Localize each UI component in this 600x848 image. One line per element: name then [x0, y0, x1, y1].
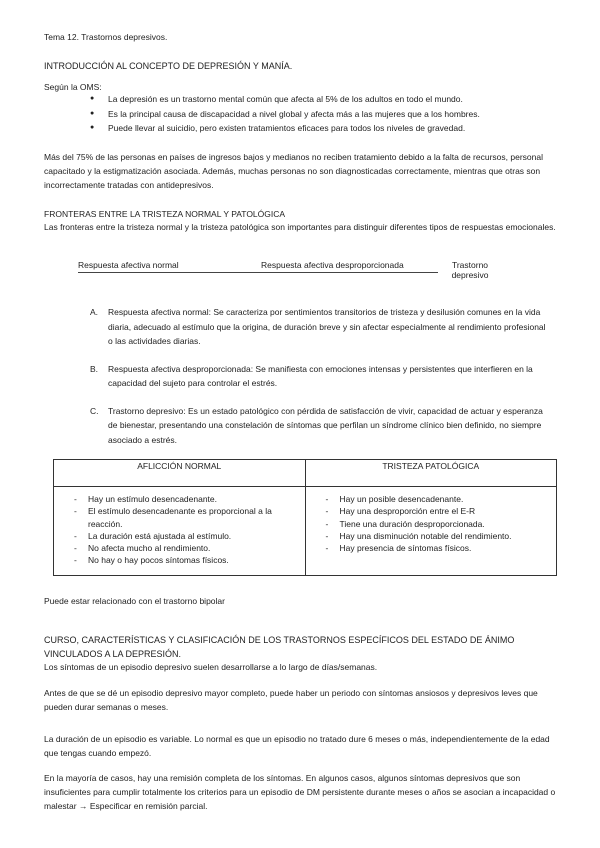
- list-item: [90, 362, 550, 391]
- list-marker: C.: [90, 405, 99, 416]
- list-item: - Hay una disminución notable del rendimiento.: [316, 530, 547, 542]
- oms-label: Según la OMS:: [44, 82, 102, 92]
- table-header-pathological: TRISTEZA PATOLÓGICA: [305, 460, 557, 487]
- continuum-line: [78, 272, 438, 273]
- continuum-label-normal: Respuesta afectiva normal: [78, 260, 179, 270]
- section-heading-introduction: INTRODUCCIÓN AL CONCEPTO DE DEPRESIÓN Y MANÍA.: [44, 61, 293, 71]
- list-item: - Tiene una duración desproporcionada.: [316, 518, 547, 530]
- list-item: ● Puede llevar al suicidio, pero existen tratamientos eficaces para todos los niveles de gravedad.: [90, 121, 560, 136]
- paragraph-course-3: La duración de un episodio es variable. Lo normal es que un episodio no tratado dure 6 meses o más, independientemente de la edad que tengas cuando empezó.: [44, 734, 550, 758]
- section-heading-borders: FRONTERAS ENTRE LA TRISTEZA NORMAL Y PATOLÓGICA: [44, 209, 286, 219]
- paragraph-borders: Las fronteras entre la tristeza normal y la tristeza patológica son importantes para distinguir diferentes tipos de respuestas emocionales.: [44, 222, 556, 232]
- section-heading-course: CURSO, CARACTERÍSTICAS Y CLASIFICACIÓN DE LOS TRASTORNOS ESPECÍFICOS DEL ESTADO DE ÁNIMO VINCULADOS A LA DEPRESIÓN.: [44, 635, 515, 659]
- comparison-table: [53, 459, 557, 576]
- list-item: - El estímulo desencadenante es proporcional a la reacción.: [64, 505, 295, 530]
- paragraph-course-1: Los síntomas de un episodio depresivo suelen desarrollarse a lo largo de días/semanas.: [44, 662, 378, 672]
- table-header-normal: AFLICCIÓN NORMAL: [54, 460, 306, 487]
- continuum-label-disorder: Trastorno depresivo: [451, 260, 489, 280]
- paragraph-course-4: En la mayoría de casos, hay una remisión completa de los síntomas. En algunos casos, algunos síntomas depresivos que son insuficientes para cumplir totalmente los criterios para un episodio de DM persistente durante meses o años se asocian a incapacidad o malestar → Especificar en remisión parcial.: [44, 773, 556, 811]
- list-item: - No hay o hay pocos síntomas físicos.: [64, 554, 295, 566]
- table-cell-normal: [54, 487, 306, 576]
- list-item: - Hay un estímulo desencadenante.: [64, 493, 295, 505]
- list-item: - La duración está ajustada al estímulo.: [64, 530, 295, 542]
- oms-bullet-list: [90, 92, 560, 136]
- list-item-text: Respuesta afectiva desproporcionada: Se manifiesta con emociones intensas y persistentes que interfieren en la capacidad del sujeto para controlar el estrés.: [108, 363, 533, 388]
- table-row: [54, 487, 557, 576]
- list-item-text: Respuesta afectiva normal: Se caracteriza por sentimientos transitorios de tristeza y desilusión comunes en la vida diaria, adecuado al estímulo que la origina, de duración breve y sin afectar especialmente al rendimiento profesional o las actividades diarias.: [108, 307, 546, 346]
- response-continuum-diagram: [78, 258, 518, 290]
- paragraph-course-2: Antes de que se dé un episodio depresivo mayor completo, puede haber un periodo con síntomas ansiosos y depresivos leves que pueden durar semanas o meses.: [44, 688, 538, 712]
- list-item-text: Trastorno depresivo: Es un estado patológico con pérdida de satisfacción de vivir, capacidad de actuar y esperanza de bienestar, presentando una constelación de síntomas que perfilan un síndrome clínico bien definido, no siempre asociado a estrés.: [108, 405, 543, 445]
- list-item: - Hay un posible desencadenante.: [316, 493, 547, 505]
- paragraph-income: Más del 75% de las personas en países de ingresos bajos y medianos no reciben tratamiento debido a la falta de recursos, personal capacitado y la estigmatización asociada. Además, muchas personas no son diagnosticadas correctamente, mientras que otras son incorrectamente tratadas con antidepresivos.: [44, 152, 543, 190]
- list-item: - Hay presencia de síntomas físicos.: [316, 542, 547, 554]
- bipolar-note: Puede estar relacionado con el trastorno bipolar: [44, 596, 225, 606]
- table-cell-pathological: [305, 487, 557, 576]
- list-marker: B.: [90, 363, 99, 374]
- list-marker: A.: [90, 307, 99, 317]
- document-title: Tema 12. Trastornos depresivos.: [44, 32, 168, 42]
- list-item: [90, 305, 550, 349]
- table-header-row: [54, 460, 557, 487]
- list-item: ● La depresión es un trastorno mental común que afecta al 5% de los adultos en todo el mundo.: [90, 92, 560, 107]
- list-item: - Hay una desproporción entre el E-R: [316, 505, 547, 517]
- list-item: [90, 404, 550, 448]
- list-item: ● Es la principal causa de discapacidad a nivel global y afecta más a las mujeres que a los hombres.: [90, 107, 560, 122]
- response-types-list: [90, 305, 550, 460]
- continuum-label-disproportionate: Respuesta afectiva desproporcionada: [261, 260, 404, 270]
- list-item: - No afecta mucho al rendimiento.: [64, 542, 295, 554]
